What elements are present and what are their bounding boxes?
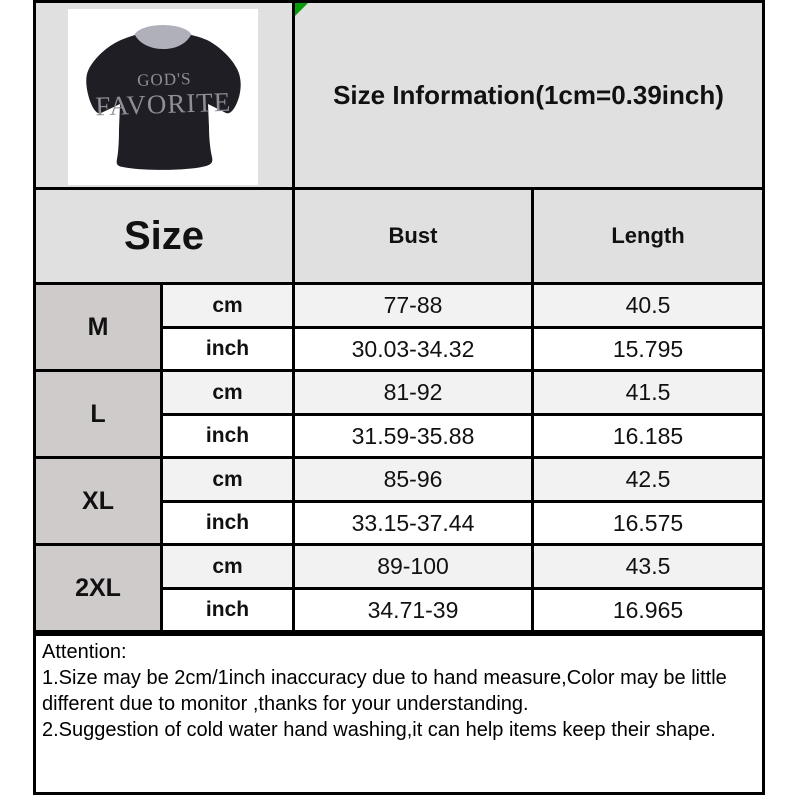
tshirt-print-line2: FAVORITE: [94, 86, 232, 122]
unit-cm-xl: cm: [163, 459, 292, 500]
length-inch-xl: 16.575: [534, 503, 762, 543]
length-cm-l: 41.5: [534, 372, 762, 413]
col-header-length-label: Length: [611, 223, 685, 248]
unit-cm-l: cm: [163, 372, 292, 413]
attention-line-2: 2.Suggestion of cold water hand washing,it can help items keep their shape.: [42, 719, 716, 741]
bust-inch-l: 31.59-35.88: [295, 416, 531, 456]
bust-inch-2xl: 34.71-39: [295, 590, 531, 630]
size-info-title-cell: [295, 3, 762, 187]
attention-box: [33, 633, 765, 795]
col-header-size-label: Size: [123, 213, 205, 258]
size-table: [33, 0, 765, 633]
length-cm-2xl: 43.5: [534, 546, 762, 587]
attention-heading: Attention:: [42, 641, 127, 663]
size-label-2xl: 2XL: [36, 546, 160, 630]
col-header-bust-label: Bust: [388, 223, 438, 248]
size-label-l: L: [36, 372, 160, 456]
length-cm-m: 40.5: [534, 285, 762, 326]
attention-line-1: 1.Size may be 2cm/1inch inaccuracy due to hand measure,Color may be little different due to monitor ,thanks for your understanding.: [42, 667, 727, 715]
col-header-size: [36, 190, 292, 282]
size-label-xl: XL: [36, 459, 160, 543]
length-cm-xl: 42.5: [534, 459, 762, 500]
length-inch-l: 16.185: [534, 416, 762, 456]
unit-cm-m: cm: [163, 285, 292, 326]
unit-inch-m: inch: [163, 329, 292, 369]
product-photo: [68, 9, 258, 185]
tshirt-print-line1: GOD'S: [136, 68, 192, 90]
bust-inch-m: 30.03-34.32: [295, 329, 531, 369]
unit-cm-2xl: cm: [163, 546, 292, 587]
tshirt-graphic: [68, 9, 258, 185]
bust-cm-xl: 85-96: [295, 459, 531, 500]
bust-cm-2xl: 89-100: [295, 546, 531, 587]
size-info-title: Size Information(1cm=0.39inch): [333, 79, 724, 110]
unit-inch-l: inch: [163, 416, 292, 456]
col-header-bust: [295, 190, 531, 282]
bust-cm-m: 77-88: [295, 285, 531, 326]
col-header-length: [534, 190, 762, 282]
size-label-m: M: [36, 285, 160, 369]
bust-inch-xl: 33.15-37.44: [295, 503, 531, 543]
length-inch-m: 15.795: [534, 329, 762, 369]
green-corner-marker-icon: [295, 3, 308, 16]
unit-inch-xl: inch: [163, 503, 292, 543]
unit-inch-2xl: inch: [163, 590, 292, 630]
bust-cm-l: 81-92: [295, 372, 531, 413]
length-inch-2xl: 16.965: [534, 590, 762, 630]
product-photo-cell: [36, 3, 292, 187]
